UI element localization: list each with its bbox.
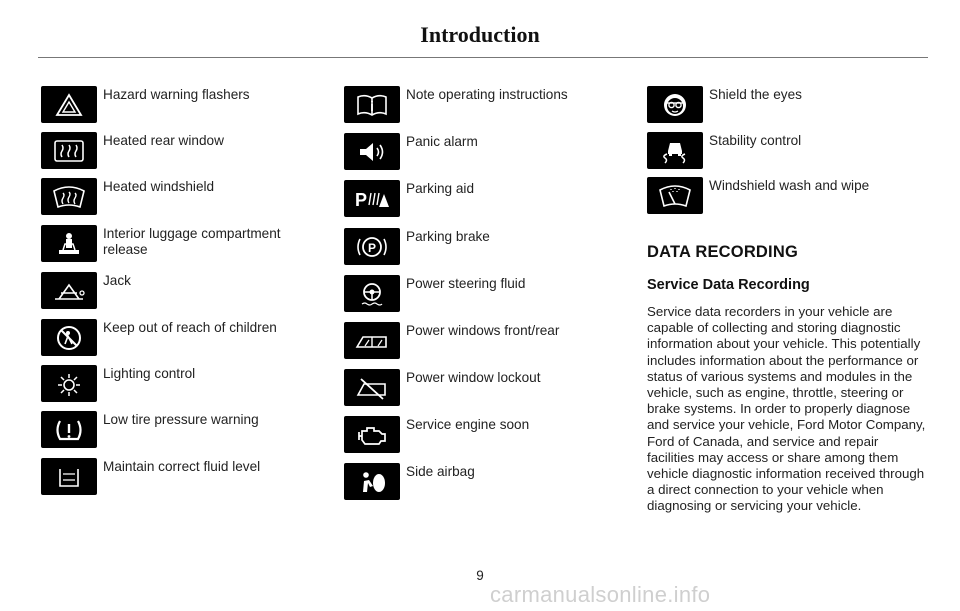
symbol-row-stability-control xyxy=(647,132,899,169)
symbol-row-jack xyxy=(41,272,293,309)
symbol-label: Service engine soon xyxy=(406,417,530,432)
symbol-label: Shield the eyes xyxy=(709,87,802,102)
symbol-label: Power window lockout xyxy=(406,370,541,385)
luggage-release-icon xyxy=(41,225,97,262)
section-heading: DATA RECORDING xyxy=(647,243,798,261)
symbol-row-power-windows xyxy=(344,322,596,359)
page-title: Introduction xyxy=(420,22,540,47)
watermark-text: carmanualsonline.info xyxy=(490,582,711,607)
symbol-row-shield-eyes xyxy=(647,86,899,123)
symbol-label: Interior luggage compartment release xyxy=(103,226,281,257)
symbol-row-heated-windshield xyxy=(41,178,293,215)
hazard-triangle-icon xyxy=(41,86,97,123)
symbol-label: Heated rear window xyxy=(103,133,224,148)
parking-aid-icon xyxy=(344,180,400,217)
steering-wheel-icon xyxy=(344,275,400,312)
heated-rear-window-icon xyxy=(41,132,97,169)
heated-windshield-icon xyxy=(41,178,97,215)
low-tire-pressure-icon xyxy=(41,411,97,448)
window-lockout-icon xyxy=(344,369,400,406)
symbol-row-panic-alarm xyxy=(344,133,596,170)
jack-icon xyxy=(41,272,97,309)
engine-icon xyxy=(344,416,400,453)
shield-eyes-icon xyxy=(647,86,703,123)
symbol-label: Jack xyxy=(103,273,131,288)
symbol-label: Heated windshield xyxy=(103,179,215,194)
page-number: 9 xyxy=(476,568,484,583)
symbol-row-service-engine xyxy=(344,416,596,453)
symbol-label: Low tire pressure warning xyxy=(103,412,259,427)
symbol-label: Side airbag xyxy=(406,464,475,479)
symbol-row-fluid-level xyxy=(41,458,293,495)
symbol-row-parking-brake xyxy=(344,228,596,265)
symbol-label: Parking brake xyxy=(406,229,490,244)
symbol-row-wash-wipe xyxy=(647,177,899,214)
svg-text:P: P xyxy=(355,189,368,210)
keep-out-children-icon xyxy=(41,319,97,356)
symbol-label: Windshield wash and wipe xyxy=(709,178,870,193)
symbol-row-lighting-control xyxy=(41,365,293,402)
header-divider xyxy=(38,57,928,58)
symbol-row-keep-out-children xyxy=(41,319,293,356)
symbol-row-power-steering-fluid xyxy=(344,275,596,312)
open-book-icon xyxy=(344,86,400,123)
section-subheading: Service Data Recording xyxy=(647,277,810,293)
svg-text:P: P xyxy=(368,240,377,255)
side-airbag-icon xyxy=(344,463,400,500)
symbol-label: Stability control xyxy=(709,133,802,148)
symbol-row-side-airbag xyxy=(344,463,596,500)
symbol-label: Keep out of reach of children xyxy=(103,320,277,335)
fluid-level-icon xyxy=(41,458,97,495)
symbol-row-window-lockout xyxy=(344,369,596,406)
symbol-label: Parking aid xyxy=(406,181,475,196)
power-windows-icon xyxy=(344,322,400,359)
symbol-label: Note operating instructions xyxy=(406,87,568,102)
symbol-label: Lighting control xyxy=(103,366,196,381)
stability-control-icon xyxy=(647,132,703,169)
symbol-row-hazard xyxy=(41,86,293,123)
symbol-row-heated-rear-window xyxy=(41,132,293,169)
speaker-icon xyxy=(344,133,400,170)
lighting-control-icon xyxy=(41,365,97,402)
symbol-label: Maintain correct fluid level xyxy=(103,459,261,474)
symbol-row-parking-aid xyxy=(344,180,596,217)
wash-wipe-icon xyxy=(647,177,703,214)
symbol-row-luggage-release xyxy=(41,225,293,262)
symbol-label: Hazard warning flashers xyxy=(103,87,250,102)
symbol-row-note-instructions xyxy=(344,86,596,123)
symbol-label: Power steering fluid xyxy=(406,276,526,291)
symbol-label: Power windows front/rear xyxy=(406,323,560,338)
parking-brake-icon xyxy=(344,228,400,265)
section-body-paragraph: Service data recorders in your vehicle are capable of collecting and storing diagnostic information about your vehicle. This potentially includes information about the performance or status of various systems and modules in the vehicle, such as engine, throttle, steering or brake systems. In order to properly diagnose and service your vehicle, Ford Motor Company, Ford of Canada, and service and repair facilities may access or share among them vehicle diagnostic information received through a direct connection to your vehicle when diagnosing or servicing your vehicle. xyxy=(647,304,926,514)
symbol-label: Panic alarm xyxy=(406,134,478,149)
symbol-row-low-tire-pressure xyxy=(41,411,293,448)
